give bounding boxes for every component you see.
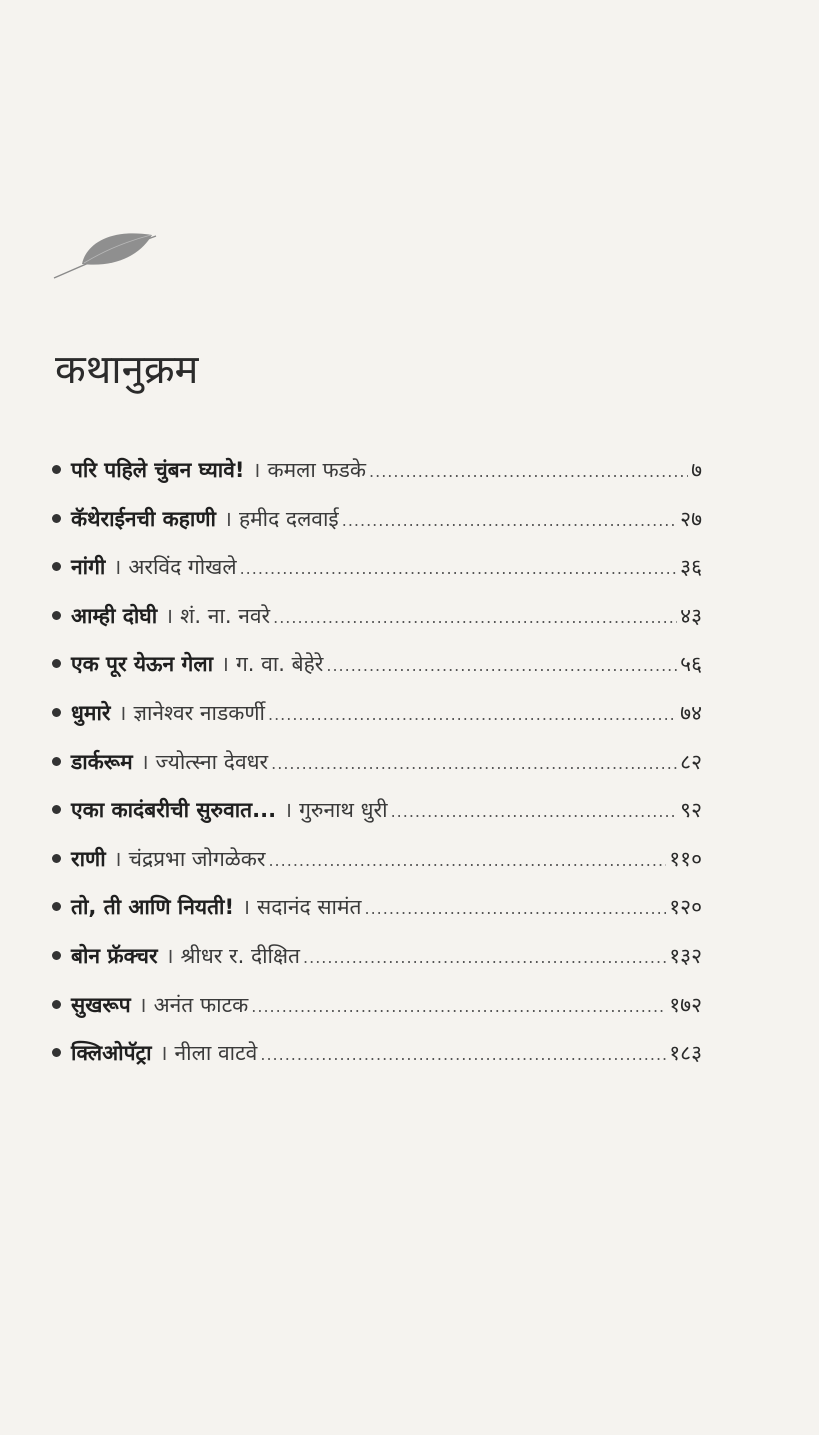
story-title: एका कादंबरीची सुरुवात... — [71, 798, 277, 823]
bullet-icon — [52, 902, 61, 911]
page-number: ८२ — [680, 749, 702, 774]
author-name: अनंत फाटक — [153, 992, 249, 1017]
dot-leader — [369, 448, 688, 497]
dot-leader — [273, 594, 677, 643]
author-name: शं. ना. नवरे — [180, 603, 271, 628]
author-name: चंद्रप्रभा जोगळेकर — [128, 846, 266, 871]
dot-leader — [268, 837, 666, 886]
story-title: आम्ही दोघी — [71, 603, 158, 628]
toc-entry[interactable] — [52, 1029, 702, 1078]
bullet-icon — [52, 1048, 61, 1057]
separator: । — [252, 458, 261, 482]
story-title: तो, ती आणि नियती! — [71, 895, 235, 920]
separator: । — [242, 895, 251, 920]
author-name: गुरुनाथ धुरी — [299, 798, 388, 823]
toc-entry[interactable] — [52, 592, 702, 641]
page-number: २७ — [680, 506, 702, 531]
page-number: ५६ — [680, 652, 702, 677]
author-name: सदानंद सामंत — [257, 895, 362, 920]
separator: । — [118, 700, 127, 725]
separator: । — [165, 943, 174, 968]
toc-entry[interactable] — [52, 495, 702, 544]
author-name: ज्ञानेश्वर नाडकर्णी — [133, 700, 265, 725]
story-title: राणी — [71, 846, 106, 871]
story-title: डार्करूम — [71, 749, 133, 774]
toc-entry[interactable] — [52, 786, 702, 835]
separator: । — [113, 555, 122, 580]
dot-leader — [391, 788, 678, 837]
dot-leader — [268, 691, 677, 740]
bullet-icon — [52, 708, 61, 717]
toc-entry[interactable] — [52, 543, 702, 592]
separator: । — [113, 846, 122, 871]
dot-leader — [326, 642, 677, 691]
bullet-icon — [52, 805, 61, 814]
dot-leader — [260, 1031, 666, 1080]
author-name: हमीद दलवाई — [238, 506, 339, 531]
dot-leader — [342, 497, 677, 546]
page-number: ७ — [691, 458, 702, 482]
story-title: बोन फ्रॅक्चर — [71, 943, 158, 968]
bullet-icon — [52, 562, 61, 571]
bullet-icon — [52, 611, 61, 620]
toc-entry[interactable] — [52, 835, 702, 884]
page-number: ४३ — [680, 603, 702, 628]
contents-heading: कथानुक्रम — [55, 347, 199, 393]
toc-entry[interactable] — [52, 932, 702, 981]
story-title: नांगी — [71, 555, 106, 580]
separator: । — [221, 652, 229, 677]
page-number: ७४ — [680, 700, 702, 725]
story-title: एक पूर येऊन गेला — [71, 652, 214, 677]
page-number: १३२ — [669, 943, 702, 968]
story-title: सुखरूप — [71, 992, 131, 1017]
author-name: अरविंद गोखले — [128, 555, 237, 580]
toc-entry[interactable] — [52, 738, 702, 787]
author-name: श्रीधर र. दीक्षित — [180, 943, 301, 968]
toc-entry[interactable] — [52, 981, 702, 1030]
dot-leader — [303, 934, 666, 983]
separator: । — [223, 506, 232, 531]
leaf-icon — [52, 222, 158, 282]
dot-leader — [251, 983, 666, 1032]
page-number: ३६ — [680, 555, 702, 580]
bullet-icon — [52, 659, 61, 668]
dot-leader — [240, 545, 678, 594]
separator: । — [284, 798, 293, 823]
bullet-icon — [52, 465, 61, 474]
bullet-icon — [52, 514, 61, 523]
toc-entry[interactable] — [52, 883, 702, 932]
separator: । — [159, 1041, 168, 1066]
author-name: कमला फडके — [267, 458, 367, 482]
table-of-contents — [52, 446, 702, 1078]
bullet-icon — [52, 854, 61, 863]
story-title: कॅथेराईनची कहाणी — [71, 506, 216, 531]
toc-entry[interactable] — [52, 446, 702, 495]
story-title: क्लिओपॅट्रा — [71, 1041, 152, 1066]
separator: । — [165, 603, 174, 628]
author-name: ग. वा. बेहेरे — [235, 652, 324, 677]
dot-leader — [271, 740, 677, 789]
bullet-icon — [52, 951, 61, 960]
page-number: ९२ — [680, 798, 702, 823]
page-number: १८३ — [669, 1041, 702, 1066]
page-number: १२० — [669, 895, 702, 920]
toc-entry[interactable] — [52, 689, 702, 738]
separator: । — [140, 749, 149, 774]
author-name: ज्योत्स्ना देवधर — [155, 749, 269, 774]
story-title: परि पहिले चुंबन घ्यावे! — [71, 458, 245, 482]
page-number: १७२ — [669, 992, 702, 1017]
separator: । — [138, 992, 147, 1017]
bullet-icon — [52, 757, 61, 766]
bullet-icon — [52, 1000, 61, 1009]
dot-leader — [364, 885, 666, 934]
author-name: नीला वाटवे — [174, 1041, 258, 1066]
story-title: धुमारे — [71, 700, 111, 725]
toc-entry[interactable] — [52, 640, 702, 689]
page-number: ११० — [669, 846, 702, 871]
